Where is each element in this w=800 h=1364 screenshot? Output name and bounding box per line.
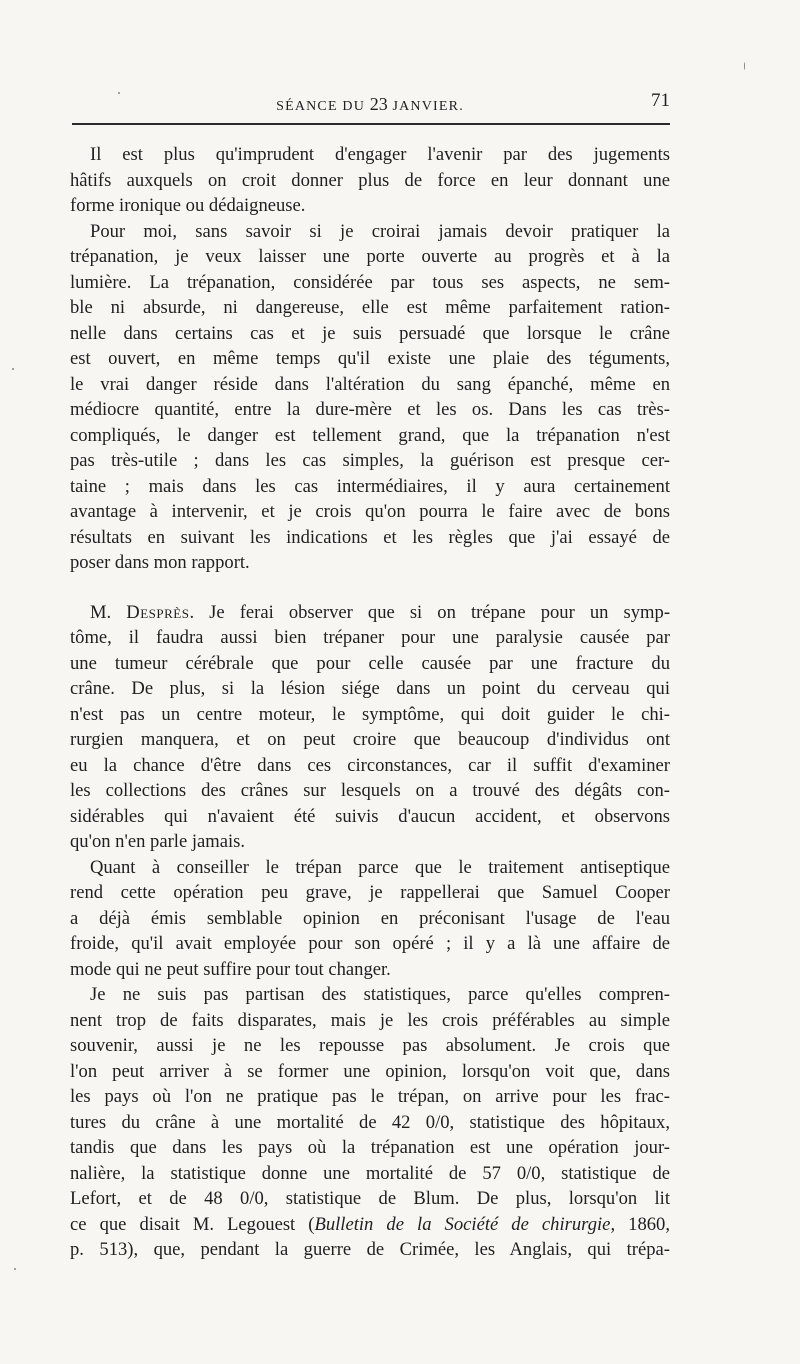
text-line: Je ne suis pas partisan des statistiques, parce qu'elles compren- <box>90 984 670 1005</box>
paragraph <box>70 600 670 855</box>
paper-speck <box>118 92 120 94</box>
text-line: lumière. La trépanation, considérée par tous ses aspects, ne sem- <box>70 271 670 293</box>
text-line: trépanation, je veux laisser une porte ouverte au progrès et à la <box>70 246 670 267</box>
text-line: mode qui ne peut suffire pour tout changer. <box>70 958 391 980</box>
text-line: qu'on n'en parle jamais. <box>70 831 246 852</box>
speaker-name: Desprès <box>126 601 190 623</box>
text-line: p. 513), que, pendant la guerre de Crimée, les Anglais, qui trépa- <box>70 1239 670 1260</box>
speaker-text: . Je ferai observer que si on trépane pour un symp- <box>189 601 670 623</box>
text-line: rurgien manquera, et on peut croire que beaucoup d'individus ont <box>70 729 670 750</box>
text-line: taine ; mais dans les cas intermédiaires, il y aura certainement <box>70 475 670 497</box>
text-line: a déjà émis semblable opinion en préconisant l'usage de l'eau <box>70 907 670 929</box>
citation-before: ce que disait M. Legouest ( <box>70 1213 315 1235</box>
running-head <box>70 94 670 115</box>
text-line: compliqués, le danger est tellement grand, que la trépanation n'est <box>70 424 670 446</box>
text-line: tures du crâne à une mortalité de 42 0/0, statistique des hôpitaux, <box>70 1111 670 1133</box>
text-line: tandis que dans les pays où la trépanation est une opération jour- <box>70 1137 670 1158</box>
text-line: eu la chance d'être dans ces circonstances, car il suffit d'examiner <box>70 754 670 776</box>
speaker-prefix: M. <box>90 601 112 623</box>
header-rule <box>72 123 670 125</box>
text-line: Il est plus qu'imprudent d'engager l'avenir par des jugements <box>90 144 670 165</box>
page-number: 71 <box>651 90 670 111</box>
text-line: hâtifs auxquels on croit donner plus de force en leur donnant une <box>70 169 670 191</box>
text-line: forme ironique ou dédaigneuse. <box>70 195 306 216</box>
text-line: poser dans mon rapport. <box>70 552 250 573</box>
page-header <box>70 86 670 116</box>
text-line: Lefort, et de 48 0/0, statistique de Blum. De plus, lorsqu'on lit <box>70 1188 670 1209</box>
paper-speck <box>12 368 14 370</box>
text-line: n'est pas un centre moteur, le symptôme, qui doit guider le chi- <box>70 703 670 725</box>
paragraph-gap <box>70 576 670 600</box>
text-line: le vrai danger réside dans l'altération du sang épanché, même en <box>70 373 670 395</box>
text-line: ble ni absurde, ni dangereuse, elle est même parfaitement ration- <box>70 297 670 318</box>
text-line: froide, qu'il avait employée pour son opéré ; il y a là une affaire de <box>70 933 670 954</box>
paper-speck <box>14 1268 16 1270</box>
paragraph <box>70 142 670 219</box>
citation-after: , 1860, <box>610 1213 670 1235</box>
text-line: Pour moi, sans savoir si je croirai jamais devoir pratiquer la <box>90 220 670 242</box>
text-line: tôme, il faudra aussi bien trépaner pour une paralysie causée par <box>70 627 670 648</box>
body-text <box>70 142 670 1263</box>
text-line: rend cette opération peu grave, je rappellerai que Samuel Cooper <box>70 882 670 903</box>
text-line: les pays où l'on ne pratique pas le trépan, on arrive pour les frac- <box>70 1086 670 1107</box>
text-line <box>70 1212 670 1238</box>
text-line: Quant à conseiller le trépan parce que le traitement antiseptique <box>90 856 670 878</box>
running-head-date: 23 <box>369 94 388 114</box>
text-line: nelle dans certains cas et je suis persuadé que lorsque le crâne <box>70 322 670 344</box>
text-line: sidérables qui n'avaient été suivis d'aucun accident, et observons <box>70 805 670 827</box>
text-line: crâne. De plus, si la lésion siége dans un point du cerveau qui <box>70 678 670 699</box>
paper-speck <box>744 62 745 70</box>
text-line: l'on peut arriver à se former une opinion, lorsqu'on voit que, dans <box>70 1060 670 1082</box>
text-line: nalière, la statistique donne une mortalité de 57 0/0, statistique de <box>70 1162 670 1184</box>
paragraph <box>70 982 670 1263</box>
text-line: une tumeur cérébrale que pour celle causée par une fracture du <box>70 652 670 674</box>
running-head-suffix: JANVIER. <box>392 99 464 114</box>
text-line: est ouvert, en même temps qu'il existe une plaie des téguments, <box>70 348 670 369</box>
text-line: médiocre quantité, entre la dure-mère et les os. Dans les cas très- <box>70 399 670 420</box>
text-line: souvenir, aussi je ne les repousse pas absolument. Je crois que <box>70 1035 670 1056</box>
text-line <box>70 600 670 626</box>
paragraph <box>70 219 670 576</box>
running-head-prefix: SÉANCE DU <box>276 99 366 114</box>
text-line: nent trop de faits disparates, mais je les crois préférables au simple <box>70 1009 670 1031</box>
text-line: pas très-utile ; dans les cas simples, la guérison est presque cer- <box>70 450 670 471</box>
paragraph <box>70 855 670 983</box>
text-line: les collections des crânes sur lesquels on a trouvé des dégâts con- <box>70 780 670 801</box>
text-line: avantage à intervenir, et je crois qu'on pourra le faire avec de bons <box>70 501 670 522</box>
citation-title: Bulletin de la Société de chirurgie <box>314 1213 611 1235</box>
text-line: résultats en suivant les indications et les règles que j'ai essayé de <box>70 526 670 548</box>
